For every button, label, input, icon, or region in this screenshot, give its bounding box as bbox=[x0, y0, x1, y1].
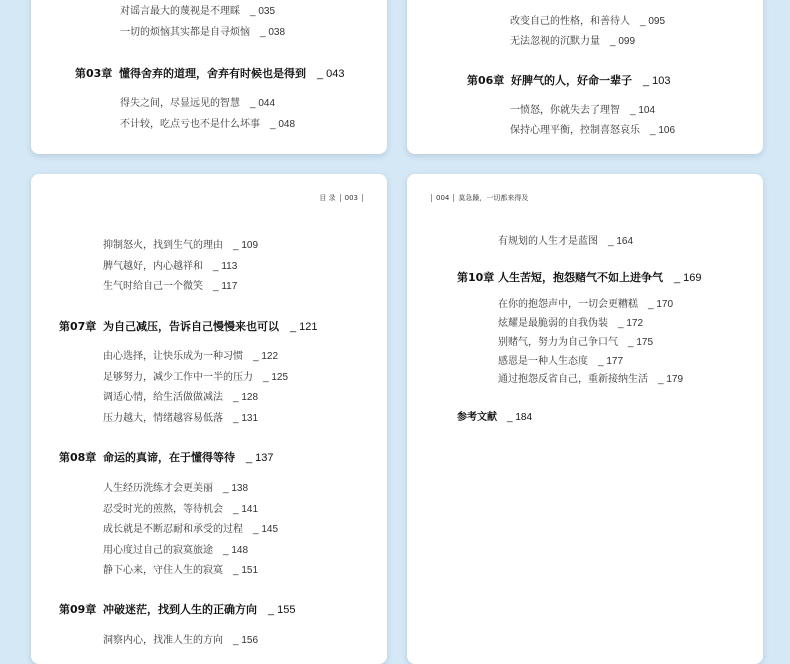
references-entry: 参考文献 _ 184 bbox=[457, 412, 533, 423]
toc-entry: 炫耀是最脆弱的自我伪装 _ 172 bbox=[498, 318, 644, 329]
chapter-heading: 第06章 好脾气的人，好命一辈子 _ 103 bbox=[467, 74, 671, 87]
running-header: 004 莫急躁，一切都来得及 bbox=[431, 193, 528, 203]
toc-entry: 足够努力，减少工作中一半的压力 _ 125 bbox=[103, 372, 289, 383]
toc-entry: 保持心理平衡，控制喜怒哀乐 _ 106 bbox=[510, 125, 676, 136]
book-page-top-right bbox=[407, 0, 763, 154]
toc-entry: 对谣言最大的蔑视是不理睬 _ 035 bbox=[120, 6, 276, 17]
toc-entry: 忍受时光的煎熬，等待机会 _ 141 bbox=[103, 504, 259, 515]
toc-entry: 一切的烦恼其实都是自寻烦恼 _ 038 bbox=[120, 27, 286, 38]
book-page-top-left bbox=[31, 0, 387, 154]
toc-entry: 一愤怒，你就失去了理智 _ 104 bbox=[510, 105, 656, 116]
toc-entry: 无法忽视的沉默力量 _ 099 bbox=[510, 36, 636, 47]
chapter-heading: 第08章 命运的真谛，在于懂得等待 _ 137 bbox=[59, 451, 274, 464]
toc-entry: 用心度过自己的寂寞旅途 _ 148 bbox=[103, 545, 249, 556]
chapter-heading: 第03章 懂得舍弃的道理，舍弃有时候也是得到 _ 043 bbox=[75, 67, 345, 80]
toc-entry: 洞察内心，找准人生的方向 _ 156 bbox=[103, 635, 259, 646]
chapter-heading: 第09章 冲破迷茫，找到人生的正确方向 _ 155 bbox=[59, 603, 296, 616]
toc-entry: 调适心情，给生活做做减法 _ 128 bbox=[103, 392, 259, 403]
toc-entry: 有规划的人生才是蓝图 _ 164 bbox=[498, 236, 634, 247]
running-header: 目 录 003 bbox=[319, 193, 367, 203]
toc-entry: 成长就是不断忍耐和承受的过程 _ 145 bbox=[103, 524, 279, 535]
toc-entry: 静下心来，守住人生的寂寞 _ 151 bbox=[103, 565, 259, 576]
book-page-003 bbox=[31, 174, 387, 664]
toc-entry: 抑制怒火，找到生气的理由 _ 109 bbox=[103, 240, 259, 251]
toc-entry: 得失之间，尽显远见的智慧 _ 044 bbox=[120, 98, 276, 109]
toc-entry: 人生经历洗练才会更美丽 _ 138 bbox=[103, 483, 249, 494]
toc-entry: 脾气越好，内心越祥和 _ 113 bbox=[103, 261, 238, 272]
toc-entry: 改变自己的性格，和善待人 _ 095 bbox=[510, 16, 666, 27]
toc-entry: 不计较，吃点亏也不是什么坏事 _ 048 bbox=[120, 119, 296, 130]
toc-entry: 由心选择，让快乐成为一种习惯 _ 122 bbox=[103, 351, 279, 362]
toc-entry: 感恩是一种人生态度 _ 177 bbox=[498, 356, 624, 367]
chapter-heading: 第10章 人生苦短，抱怨赌气不如上进争气 _ 169 bbox=[457, 271, 702, 284]
chapter-heading: 第07章 为自己减压，告诉自己慢慢来也可以 _ 121 bbox=[59, 320, 318, 333]
book-page-004 bbox=[407, 174, 763, 664]
toc-entry: 别赌气，努力为自己争口气 _ 175 bbox=[498, 337, 654, 348]
toc-entry: 在你的抱怨声中，一切会更糟糕 _ 170 bbox=[498, 299, 674, 310]
toc-entry: 通过抱怨反省自己，重新接纳生活 _ 179 bbox=[498, 374, 684, 385]
toc-entry: 压力越大，情绪越容易低落 _ 131 bbox=[103, 413, 259, 424]
toc-entry: 生气时给自己一个微笑 _ 117 bbox=[103, 281, 238, 292]
